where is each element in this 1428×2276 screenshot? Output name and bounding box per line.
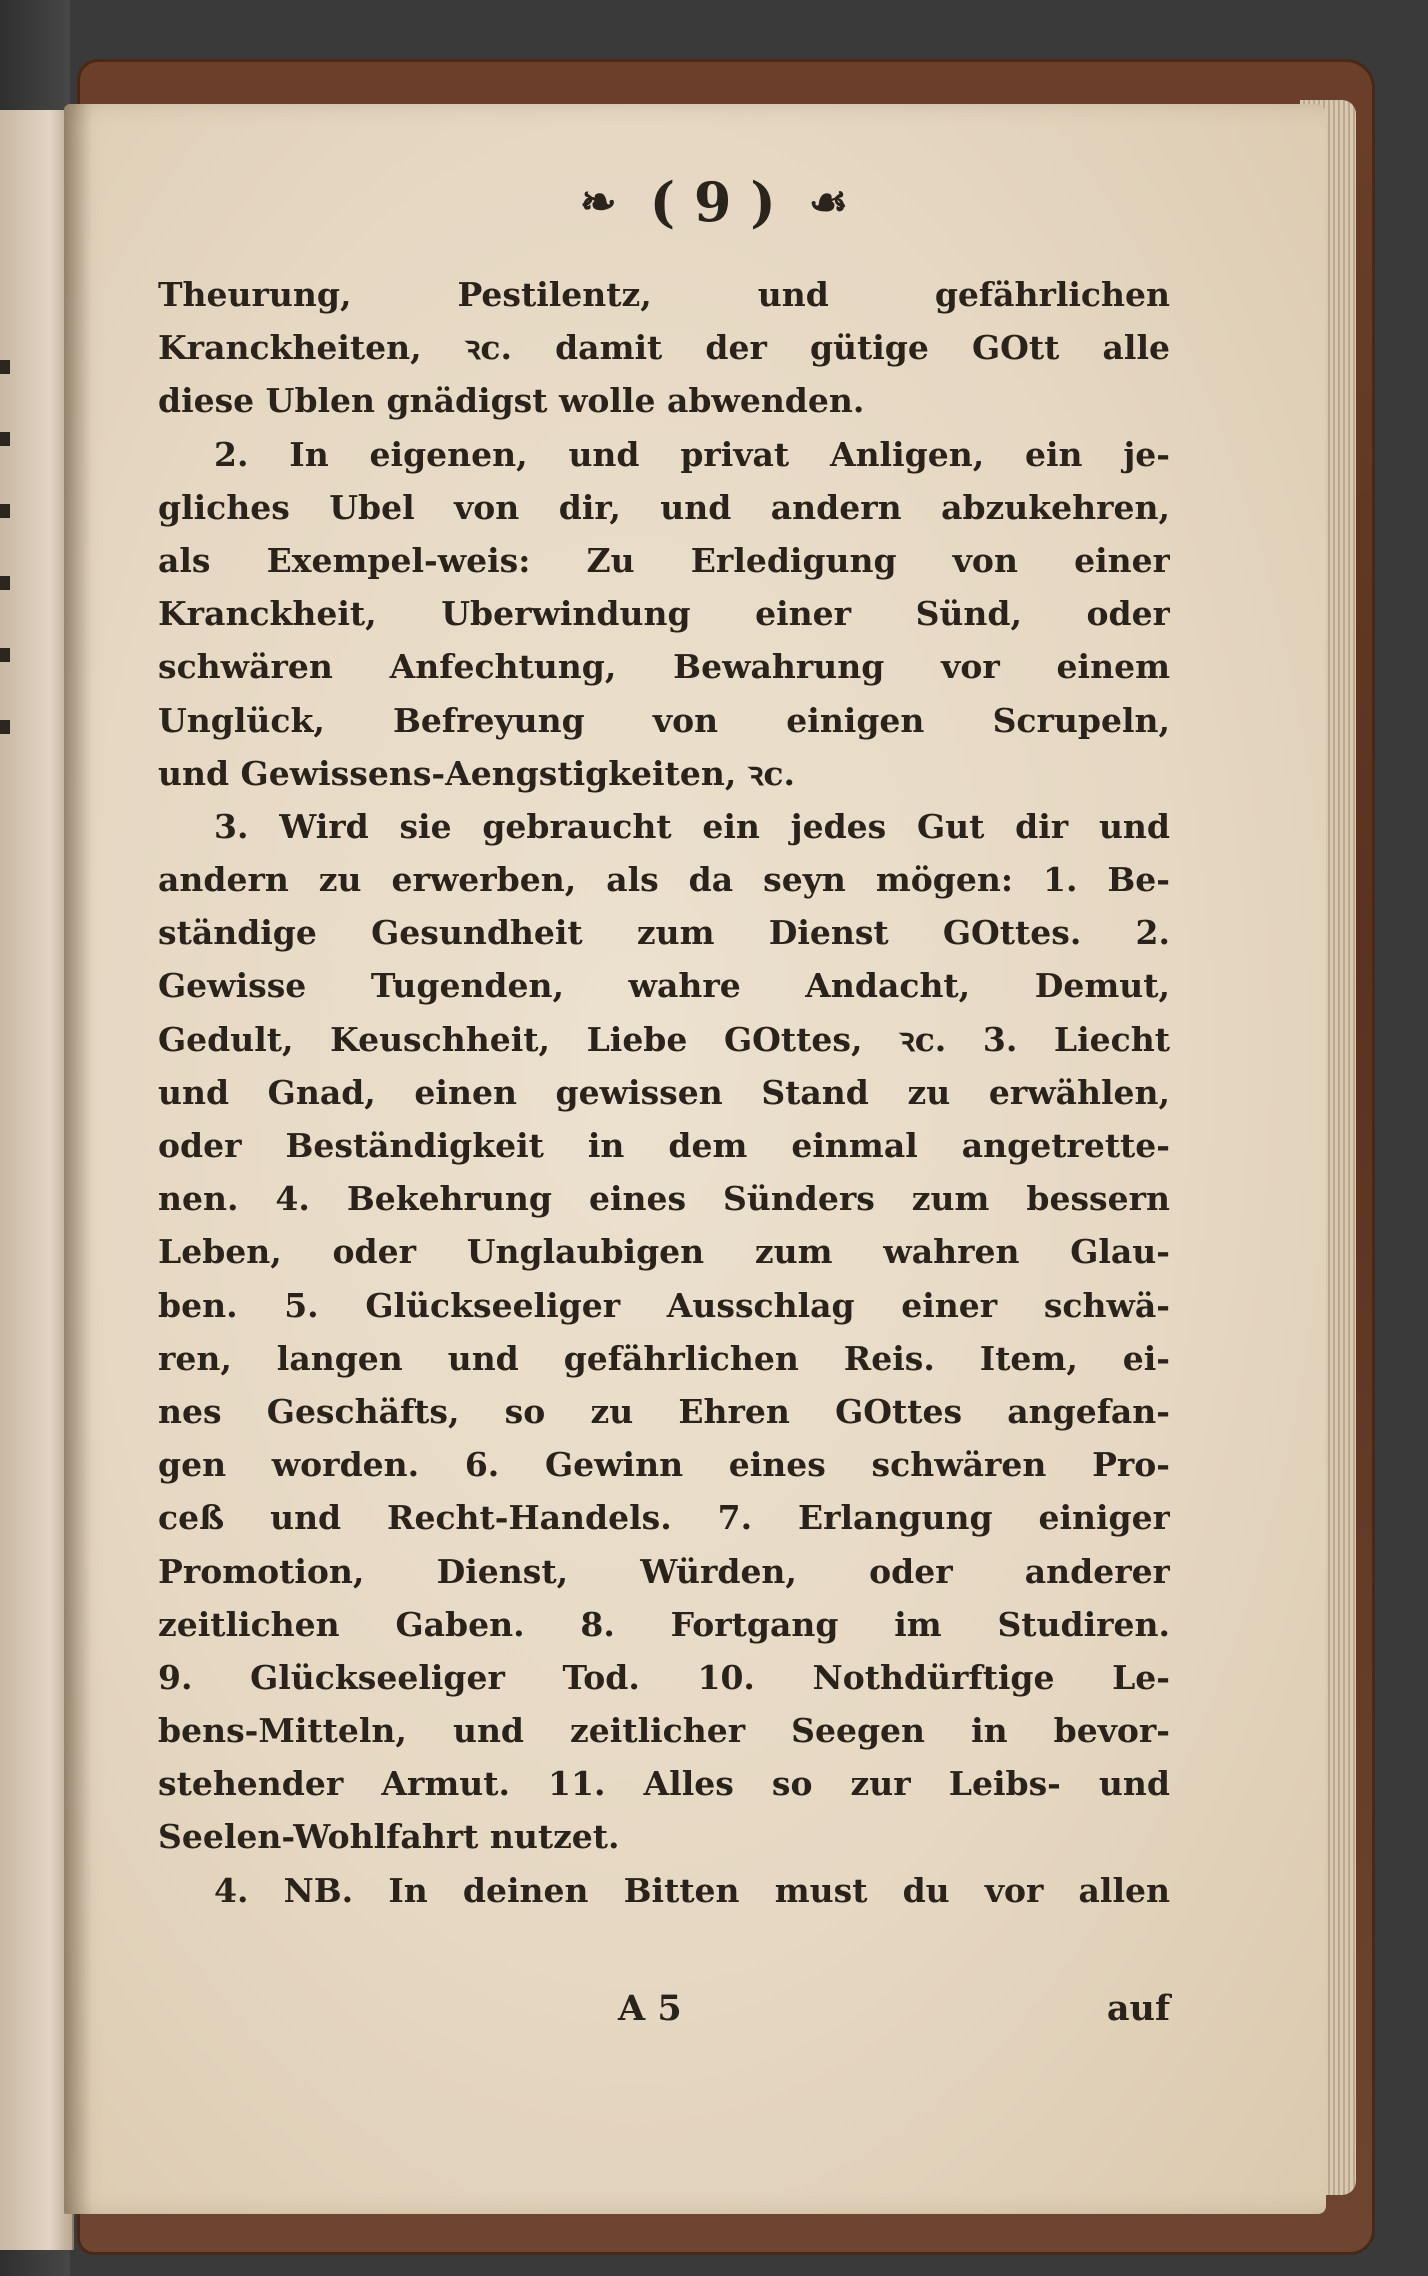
text-line: diese Ublen gnädigst wolle abwenden. [158, 381, 865, 421]
text-line: zeitlichen Gaben. 8. Fortgang im Studiren. [158, 1604, 1170, 1644]
ornament-left-icon: ❧ [579, 177, 617, 228]
text-line: Theurung, Pestilentz, und gefährlichen [158, 275, 1170, 314]
text-line: 4. NB. In deinen Bitten must du vor allen [214, 1870, 1170, 1910]
running-head [0, 170, 1428, 234]
gutter-shadow [64, 104, 92, 2214]
text-line: Kranckheiten, ꝛc. damit der gütige GOtt alle [158, 328, 1170, 368]
text-line: Leben, oder Unglaubigen zum wahren Glau- [158, 1232, 1170, 1272]
text-line: Gedult, Keuschheit, Liebe GOttes, ꝛc. 3. Liecht [158, 1019, 1170, 1059]
text-line: ren, langen und gefährlichen Reis. Item, ei- [158, 1338, 1170, 1378]
catchword: auf [1106, 1988, 1170, 2029]
text-line: Promotion, Dienst, Würden, oder anderer [158, 1551, 1170, 1591]
text-line: Gewisse Tugenden, wahre Andacht, Demut, [158, 966, 1170, 1006]
text-line: 3. Wird sie gebraucht ein jedes Gut dir und [214, 806, 1170, 846]
text-line: Seelen-Wohlfahrt nutzet. [158, 1817, 620, 1857]
text-line: andern zu erwerben, als da seyn mögen: 1. Be- [158, 860, 1170, 900]
ornament-right-icon: ☙ [808, 177, 849, 228]
text-line: Kranckheit, Uberwindung einer Sünd, oder [158, 594, 1170, 634]
text-line: und Gewissens-Aengstigkeiten, ꝛc. [158, 753, 796, 793]
text-line: 2. In eigenen, und privat Anligen, ein je- [214, 434, 1170, 474]
text-line: ben. 5. Glückseeliger Ausschlag einer schwä- [158, 1285, 1170, 1325]
text-line: nen. 4. Bekehrung eines Sünders zum bessern [158, 1179, 1170, 1219]
page-footer [158, 1988, 1170, 2044]
text-line: gen worden. 6. Gewinn eines schwären Pro- [158, 1445, 1170, 1485]
text-line: und Gnad, einen gewissen Stand zu erwählen, [158, 1072, 1170, 1112]
body-text [158, 268, 1170, 1917]
text-line: oder Beständigkeit in dem einmal angetrette- [158, 1126, 1170, 1165]
text-line: schwären Anfechtung, Bewahrung vor einem [158, 647, 1170, 687]
text-line: gliches Ubel von dir, und andern abzukehren, [158, 487, 1170, 527]
text-line: stehender Armut. 11. Alles so zur Leibs- und [158, 1764, 1170, 1804]
text-line: bens-Mitteln, und zeitlicher Seegen in bevor- [158, 1711, 1170, 1751]
page-number: ( 9 ) [649, 170, 776, 234]
text-line: 9. Glückseeliger Tod. 10. Nothdürftige Le- [158, 1657, 1170, 1697]
text-line: nes Geschäfts, so zu Ehren GOttes angefan- [158, 1391, 1170, 1431]
previous-page-text-edge [0, 360, 10, 760]
text-line: ceß und Recht-Handels. 7. Erlangung einiger [158, 1498, 1170, 1538]
text-line: ständige Gesundheit zum Dienst GOttes. 2. [158, 913, 1170, 953]
previous-page-edge [0, 110, 74, 2250]
text-line: als Exempel-weis: Zu Erledigung von einer [158, 540, 1170, 580]
text-line: Unglück, Befreyung von einigen Scrupeln, [158, 700, 1170, 740]
signature-mark: A 5 [618, 1988, 682, 2029]
